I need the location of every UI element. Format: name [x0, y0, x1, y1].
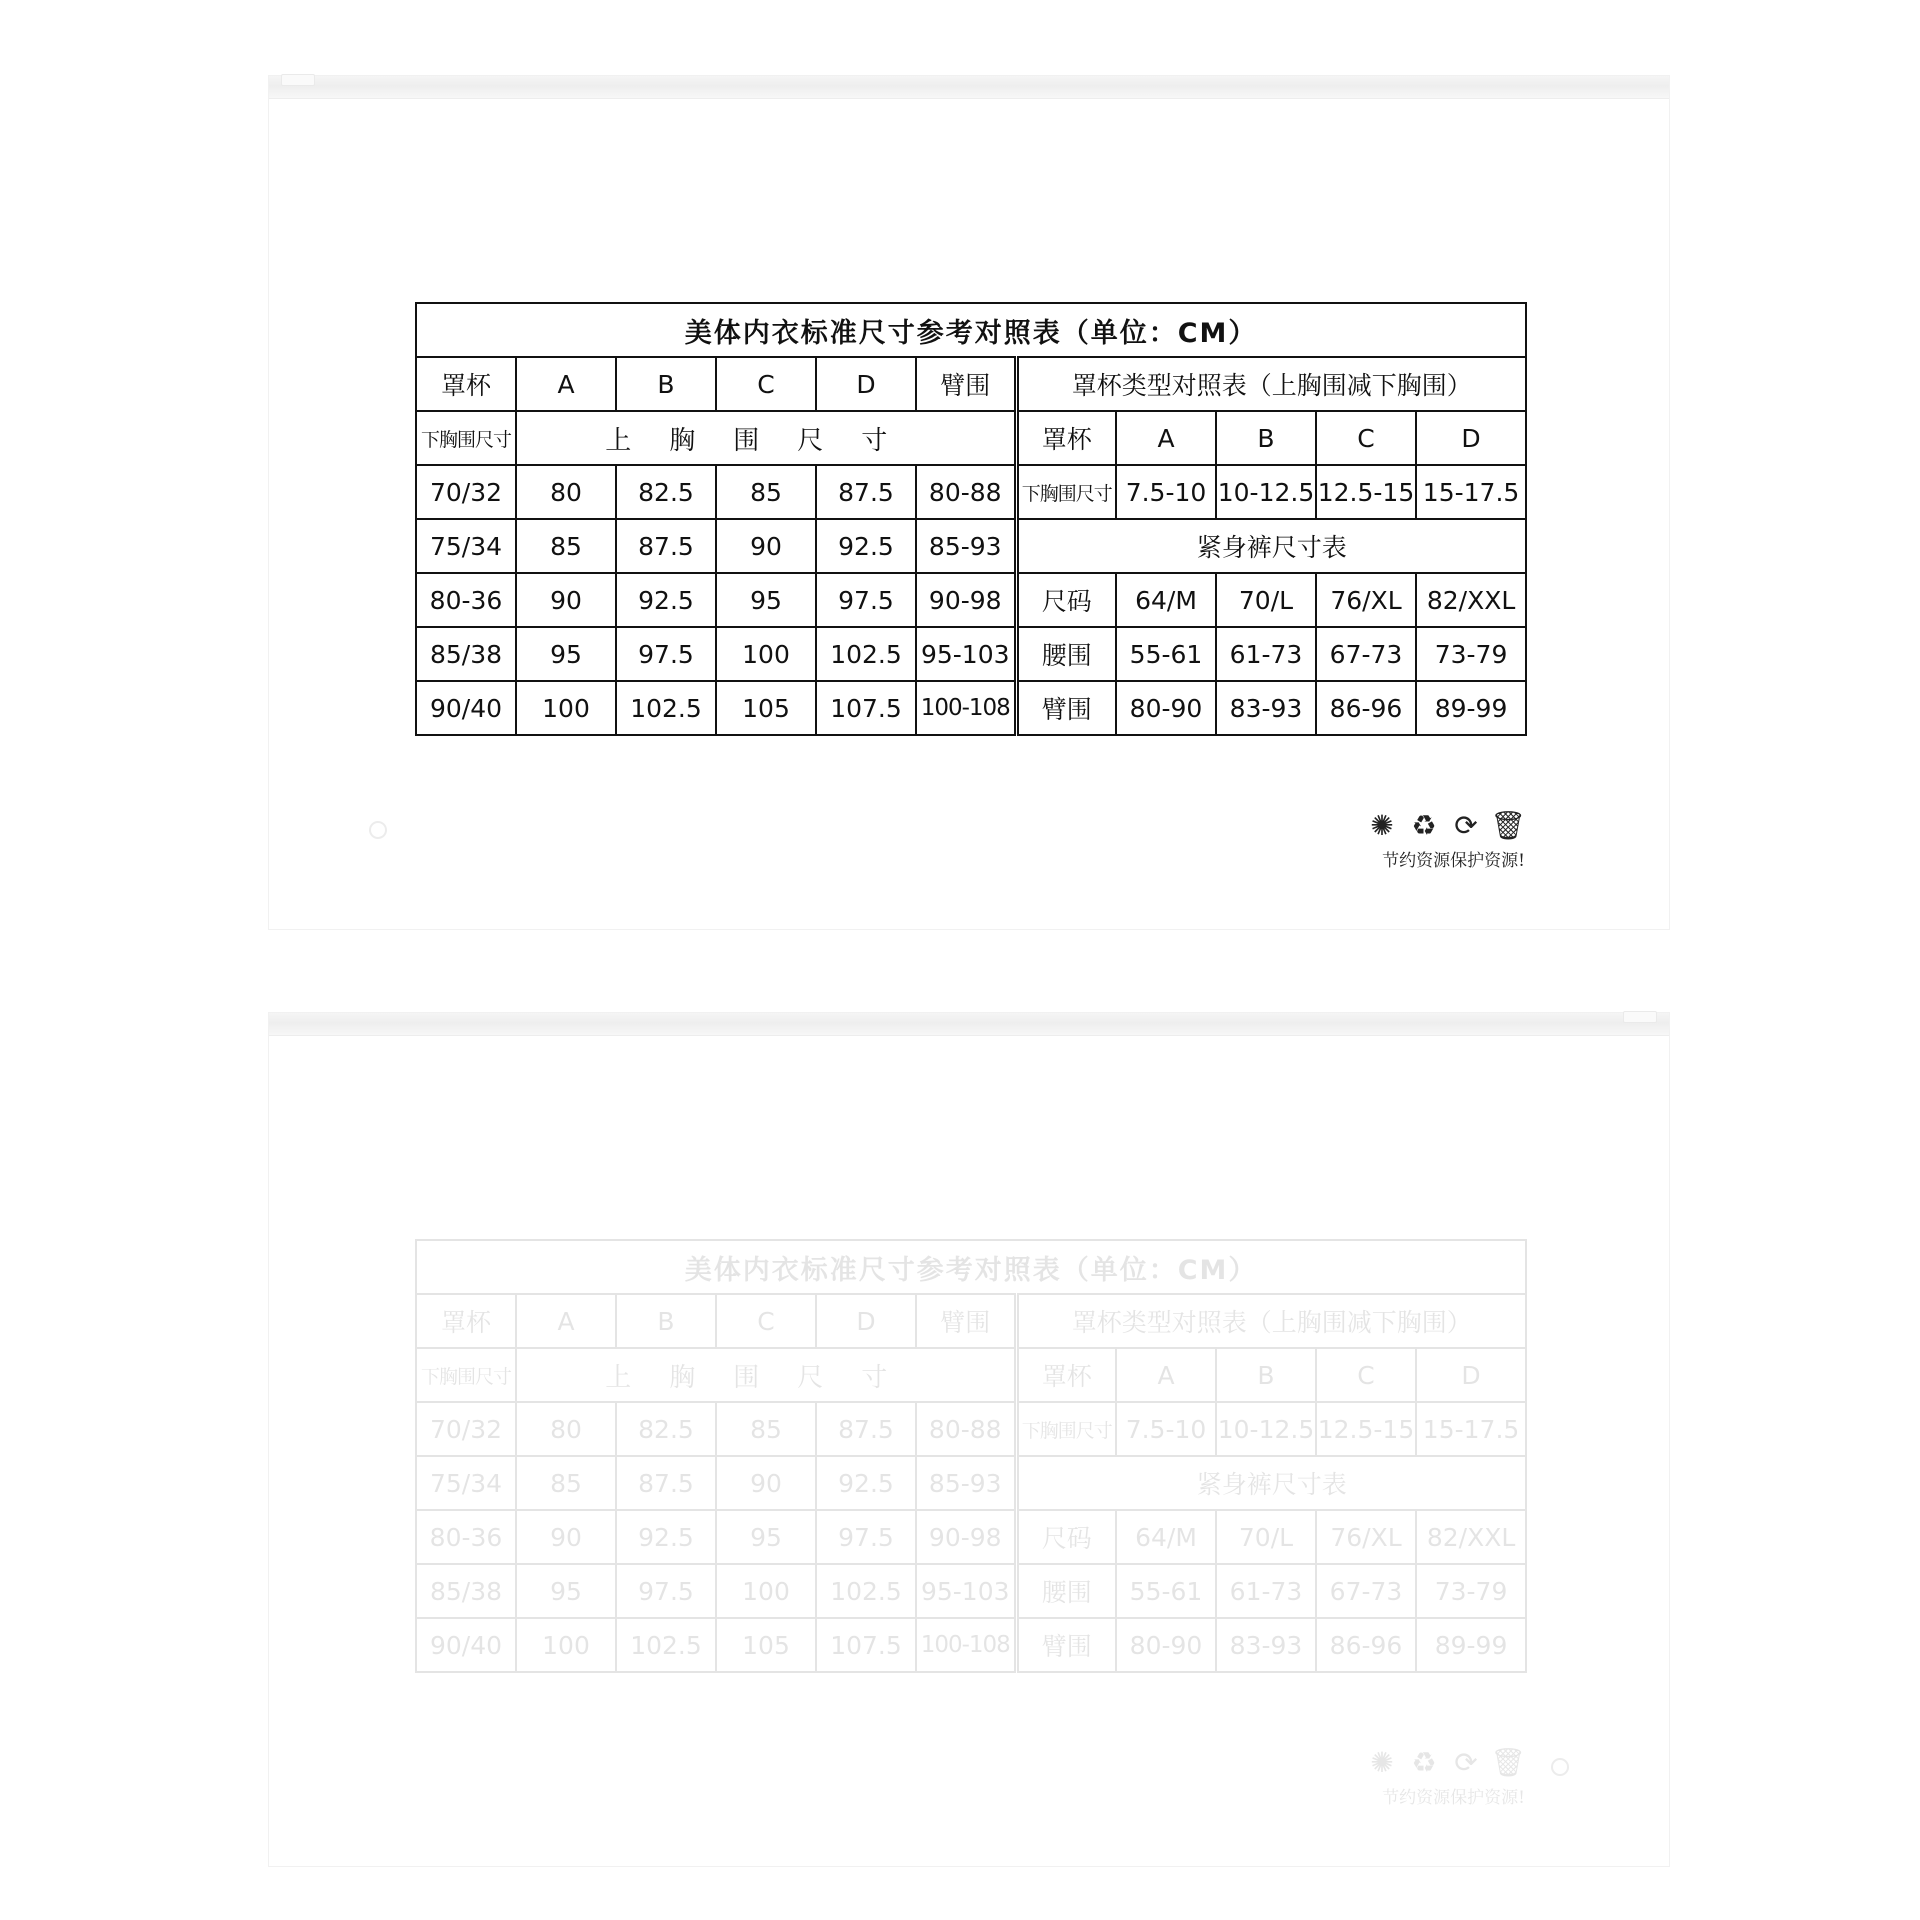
pants-header-cell: 76/XL — [1316, 573, 1416, 627]
table-cell: 80-88 — [916, 465, 1016, 519]
table-row — [416, 1618, 1526, 1672]
table-cell: 80 — [516, 1402, 616, 1456]
table-cell: 87.5 — [616, 1456, 716, 1510]
table-cell: 107.5 — [816, 681, 916, 735]
table-cell: 95 — [516, 627, 616, 681]
recycle-icon: ♻ — [1411, 1745, 1437, 1779]
chart-title: 美体内衣标准尺寸参考对照表（单位：CM） — [416, 1240, 1526, 1294]
pants-cell: 臂围 — [1016, 681, 1116, 735]
table-row — [416, 1510, 1526, 1564]
table-cell: 102.5 — [616, 681, 716, 735]
table-cell: 92.5 — [616, 573, 716, 627]
eco-slogan: 节约资源保护资源! — [1382, 851, 1525, 871]
table-row — [416, 1564, 1526, 1618]
pants-header-cell: 82/XXL — [1416, 1510, 1526, 1564]
pants-cell: 55-61 — [1116, 1564, 1216, 1618]
table-cell: 90 — [716, 1456, 816, 1510]
table-cell: 102.5 — [816, 627, 916, 681]
table-cell: 80 — [516, 465, 616, 519]
trash-bin-person-icon: 🗑 — [1490, 808, 1526, 842]
table-cell: 105 — [716, 1618, 816, 1672]
underbust-label: 下胸围尺寸 — [416, 1348, 516, 1402]
cup-header-cell: A — [1116, 1348, 1216, 1402]
table-cell: 87.5 — [816, 1402, 916, 1456]
pants-title: 紧身裤尺寸表 — [1016, 1456, 1526, 1510]
sun-flower-logo-icon: ✺ — [1370, 808, 1394, 842]
hang-hole — [369, 821, 387, 839]
pants-cell: 61-73 — [1216, 1564, 1316, 1618]
eco-slogan: 节约资源保护资源! — [1382, 1788, 1525, 1808]
table-cell: 87.5 — [616, 519, 716, 573]
cup-header-cell: C — [1316, 411, 1416, 465]
table-cell: 95-103 — [916, 627, 1016, 681]
table-cell: 92.5 — [816, 519, 916, 573]
header-cell: A — [516, 357, 616, 411]
bust-label: 上胸围尺寸 — [516, 1348, 1016, 1402]
cup-header-cell: D — [1416, 411, 1526, 465]
eco-badge — [1355, 808, 1525, 871]
table-cell: 92.5 — [616, 1510, 716, 1564]
table-cell: 85/38 — [416, 1564, 516, 1618]
table-cell: 97.5 — [816, 1510, 916, 1564]
table-cell: 75/34 — [416, 519, 516, 573]
pants-header-cell: 64/M — [1116, 1510, 1216, 1564]
table-cell: 70/32 — [416, 1402, 516, 1456]
pants-cell: 腰围 — [1016, 1564, 1116, 1618]
cup-cell: 10-12.5 — [1216, 1402, 1316, 1456]
header-cell: B — [616, 1294, 716, 1348]
header-cell: D — [816, 1294, 916, 1348]
table-cell: 75/34 — [416, 1456, 516, 1510]
zipper-tab — [281, 74, 315, 86]
pants-cell: 89-99 — [1416, 681, 1526, 735]
cup-cell: 15-17.5 — [1416, 465, 1526, 519]
table-cell: 97.5 — [616, 1564, 716, 1618]
table-cell: 100-108 — [916, 681, 1016, 735]
bust-label: 上胸围尺寸 — [516, 411, 1016, 465]
table-cell: 95 — [716, 573, 816, 627]
table-cell: 95 — [716, 1510, 816, 1564]
table-cell: 100 — [516, 681, 616, 735]
cup-cell: 10-12.5 — [1216, 465, 1316, 519]
cup-header-cell: B — [1216, 411, 1316, 465]
table-row — [416, 519, 1526, 573]
pants-header-cell: 70/L — [1216, 1510, 1316, 1564]
circular-arrow-icon: ⟳ — [1454, 808, 1478, 842]
pants-cell: 55-61 — [1116, 627, 1216, 681]
table-cell: 90 — [516, 1510, 616, 1564]
sun-flower-logo-icon: ✺ — [1370, 1745, 1394, 1779]
cup-cell: 12.5-15 — [1316, 465, 1416, 519]
pants-cell: 83-93 — [1216, 1618, 1316, 1672]
table-row — [416, 627, 1526, 681]
header-cell: 罩杯 — [416, 1294, 516, 1348]
eco-badge — [1355, 1745, 1525, 1808]
table-cell: 85 — [516, 519, 616, 573]
pants-cell: 80-90 — [1116, 1618, 1216, 1672]
pants-cell: 83-93 — [1216, 681, 1316, 735]
table-cell: 80-36 — [416, 573, 516, 627]
circular-arrow-icon: ⟳ — [1454, 1745, 1478, 1779]
table-row — [416, 681, 1526, 735]
table-cell: 97.5 — [616, 627, 716, 681]
table-cell: 80-88 — [916, 1402, 1016, 1456]
size-chart — [415, 302, 1526, 871]
pants-cell: 73-79 — [1416, 627, 1526, 681]
header-cell: B — [616, 357, 716, 411]
bag-top — [268, 75, 1670, 930]
table-cell: 90/40 — [416, 1618, 516, 1672]
size-table — [415, 302, 1527, 736]
zipper-tab — [1623, 1011, 1657, 1023]
table-row — [416, 573, 1526, 627]
table-cell: 100 — [516, 1618, 616, 1672]
table-cell: 107.5 — [816, 1618, 916, 1672]
cup-header-cell: D — [1416, 1348, 1526, 1402]
cup-cell: 下胸围尺寸 — [1016, 1402, 1116, 1456]
underbust-label: 下胸围尺寸 — [416, 411, 516, 465]
cup-cell: 15-17.5 — [1416, 1402, 1526, 1456]
pants-cell: 73-79 — [1416, 1564, 1526, 1618]
pants-cell: 61-73 — [1216, 627, 1316, 681]
cup-title: 罩杯类型对照表（上胸围减下胸围） — [1016, 1294, 1526, 1348]
pants-cell: 86-96 — [1316, 1618, 1416, 1672]
pants-header-cell: 82/XXL — [1416, 573, 1526, 627]
table-cell: 100 — [716, 627, 816, 681]
chart-title: 美体内衣标准尺寸参考对照表（单位：CM） — [416, 303, 1526, 357]
header-cell: 臂围 — [916, 357, 1016, 411]
pants-cell: 89-99 — [1416, 1618, 1526, 1672]
table-cell: 90/40 — [416, 681, 516, 735]
table-cell: 82.5 — [616, 465, 716, 519]
table-cell: 85 — [716, 1402, 816, 1456]
table-cell: 100-108 — [916, 1618, 1016, 1672]
cup-cell: 7.5-10 — [1116, 1402, 1216, 1456]
table-row — [416, 1456, 1526, 1510]
table-cell: 82.5 — [616, 1402, 716, 1456]
size-chart-faint — [415, 1239, 1526, 1808]
table-cell: 85-93 — [916, 1456, 1016, 1510]
zipper-strip — [269, 76, 1669, 98]
header-cell: D — [816, 357, 916, 411]
header-cell: C — [716, 1294, 816, 1348]
table-cell: 102.5 — [816, 1564, 916, 1618]
table-cell: 100 — [716, 1564, 816, 1618]
header-cell: C — [716, 357, 816, 411]
header-cell: 臂围 — [916, 1294, 1016, 1348]
table-cell: 85/38 — [416, 627, 516, 681]
table-cell: 92.5 — [816, 1456, 916, 1510]
cup-header-cell: B — [1216, 1348, 1316, 1402]
cup-cell: 7.5-10 — [1116, 465, 1216, 519]
pants-cell: 腰围 — [1016, 627, 1116, 681]
pants-cell: 臂围 — [1016, 1618, 1116, 1672]
pants-header-cell: 尺码 — [1016, 573, 1116, 627]
table-cell: 90-98 — [916, 573, 1016, 627]
pants-cell: 86-96 — [1316, 681, 1416, 735]
table-cell: 95-103 — [916, 1564, 1016, 1618]
table-row — [416, 1402, 1526, 1456]
pants-header-cell: 尺码 — [1016, 1510, 1116, 1564]
cup-title: 罩杯类型对照表（上胸围减下胸围） — [1016, 357, 1526, 411]
table-cell: 80-36 — [416, 1510, 516, 1564]
table-cell: 90 — [716, 519, 816, 573]
cup-header-cell: C — [1316, 1348, 1416, 1402]
size-table — [415, 1239, 1527, 1673]
cup-header-cell: 罩杯 — [1016, 411, 1116, 465]
table-cell: 105 — [716, 681, 816, 735]
cup-header-cell: 罩杯 — [1016, 1348, 1116, 1402]
pants-header-cell: 64/M — [1116, 573, 1216, 627]
bag-bottom — [268, 1012, 1670, 1867]
pants-header-cell: 70/L — [1216, 573, 1316, 627]
table-cell: 85 — [516, 1456, 616, 1510]
table-cell: 87.5 — [816, 465, 916, 519]
table-cell: 102.5 — [616, 1618, 716, 1672]
header-cell: 罩杯 — [416, 357, 516, 411]
table-cell: 70/32 — [416, 465, 516, 519]
table-row — [416, 465, 1526, 519]
pants-title: 紧身裤尺寸表 — [1016, 519, 1526, 573]
pants-cell: 80-90 — [1116, 681, 1216, 735]
table-cell: 85-93 — [916, 519, 1016, 573]
hang-hole — [1551, 1758, 1569, 1776]
trash-bin-person-icon: 🗑 — [1490, 1745, 1526, 1779]
header-cell: A — [516, 1294, 616, 1348]
table-cell: 95 — [516, 1564, 616, 1618]
table-cell: 90 — [516, 573, 616, 627]
pants-cell: 67-73 — [1316, 1564, 1416, 1618]
cup-header-cell: A — [1116, 411, 1216, 465]
pants-cell: 67-73 — [1316, 627, 1416, 681]
cup-cell: 12.5-15 — [1316, 1402, 1416, 1456]
cup-cell: 下胸围尺寸 — [1016, 465, 1116, 519]
pants-header-cell: 76/XL — [1316, 1510, 1416, 1564]
recycle-icon: ♻ — [1411, 808, 1437, 842]
table-cell: 85 — [716, 465, 816, 519]
table-cell: 97.5 — [816, 573, 916, 627]
zipper-strip — [269, 1013, 1669, 1035]
table-cell: 90-98 — [916, 1510, 1016, 1564]
